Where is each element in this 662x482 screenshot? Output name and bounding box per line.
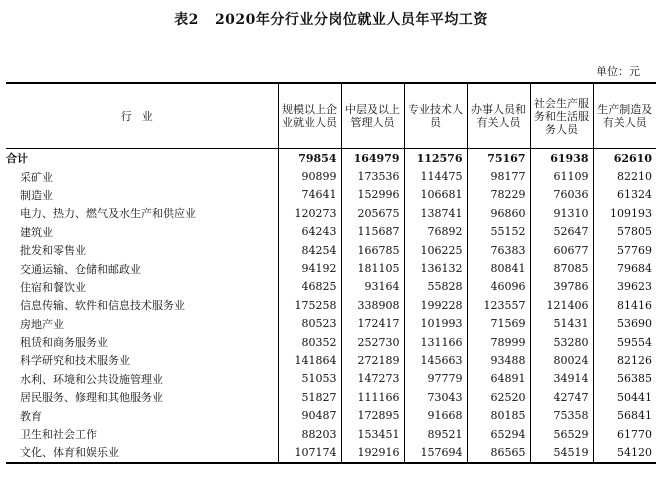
wage-cell: 121406	[530, 296, 593, 314]
wage-cell: 75167	[467, 149, 530, 168]
wage-cell: 59554	[593, 333, 656, 351]
table-row	[6, 241, 656, 259]
wage-cell: 61770	[593, 425, 656, 443]
industry-name: 房地产业	[20, 317, 64, 331]
header-all-employees: 规模以上企业就业人员	[278, 83, 341, 149]
industry-name: 科学研究和技术服务业	[20, 354, 130, 368]
wage-cell: 107174	[278, 443, 341, 462]
wage-cell: 94192	[278, 259, 341, 277]
wage-cell: 54519	[530, 443, 593, 462]
industry-name: 卫生和社会工作	[20, 428, 97, 442]
table-row	[6, 296, 656, 314]
wage-cell: 76036	[530, 186, 593, 204]
table-row	[6, 315, 656, 333]
wage-cell: 106225	[404, 241, 467, 259]
wage-cell: 39786	[530, 278, 593, 296]
wage-cell: 111166	[341, 388, 404, 406]
wage-cell: 192916	[341, 443, 404, 462]
wage-cell: 51827	[278, 388, 341, 406]
table-row	[6, 278, 656, 296]
wage-cell: 55152	[467, 223, 530, 241]
wage-cell: 84254	[278, 241, 341, 259]
wage-cell: 91310	[530, 204, 593, 222]
industry-name: 交通运输、仓储和邮政业	[20, 262, 141, 276]
wage-cell: 82210	[593, 167, 656, 185]
wage-cell: 78999	[467, 333, 530, 351]
wage-cell: 145663	[404, 351, 467, 369]
wage-cell: 80024	[530, 351, 593, 369]
wage-cell: 54120	[593, 443, 656, 462]
wage-cell: 93164	[341, 278, 404, 296]
wage-cell: 157694	[404, 443, 467, 462]
wage-cell: 114475	[404, 167, 467, 185]
wage-cell: 42747	[530, 388, 593, 406]
wage-cell: 98177	[467, 167, 530, 185]
wage-cell: 205675	[341, 204, 404, 222]
wage-cell: 64243	[278, 223, 341, 241]
header-managers: 中层及以上管理人员	[341, 83, 404, 149]
wage-cell: 152996	[341, 186, 404, 204]
wage-cell: 78229	[467, 186, 530, 204]
wage-cell: 51431	[530, 315, 593, 333]
industry-name: 电力、热力、燃气及水生产和供应业	[20, 207, 196, 221]
wage-cell: 147273	[341, 370, 404, 388]
header-industry: 行业	[120, 109, 163, 123]
wage-cell: 90487	[278, 406, 341, 424]
wage-cell: 46096	[467, 278, 530, 296]
wage-cell: 56841	[593, 406, 656, 424]
wage-cell: 57769	[593, 241, 656, 259]
total-row	[6, 149, 656, 168]
wage-cell: 115687	[341, 223, 404, 241]
industry-name: 居民服务、修理和其他服务业	[20, 391, 163, 405]
wage-cell: 80523	[278, 315, 341, 333]
industry-name: 合计	[6, 152, 28, 166]
unit-label: 单位：元	[596, 65, 640, 78]
wage-cell: 34914	[530, 370, 593, 388]
industry-name: 文化、体育和娱乐业	[20, 446, 119, 460]
wage-cell: 57805	[593, 223, 656, 241]
wage-cell: 173536	[341, 167, 404, 185]
wage-cell: 90899	[278, 167, 341, 185]
table-row	[6, 388, 656, 406]
table-row	[6, 425, 656, 443]
industry-name: 建筑业	[20, 225, 53, 239]
wage-cell: 172895	[341, 406, 404, 424]
wage-cell: 86565	[467, 443, 530, 462]
industry-name: 制造业	[20, 188, 53, 202]
industry-name: 批发和零售业	[20, 244, 86, 258]
wage-cell: 87085	[530, 259, 593, 277]
wage-cell: 62610	[593, 149, 656, 168]
header-clerks: 办事人员和有关人员	[467, 83, 530, 149]
wage-cell: 61324	[593, 186, 656, 204]
table-row	[6, 204, 656, 222]
industry-name: 信息传输、软件和信息技术服务业	[20, 299, 185, 313]
wage-cell: 80185	[467, 406, 530, 424]
wage-cell: 80841	[467, 259, 530, 277]
wage-cell: 53690	[593, 315, 656, 333]
wage-cell: 61938	[530, 149, 593, 168]
wage-cell: 62520	[467, 388, 530, 406]
wage-cell: 136132	[404, 259, 467, 277]
wage-cell: 76892	[404, 223, 467, 241]
table-row	[6, 333, 656, 351]
wage-cell: 79684	[593, 259, 656, 277]
wage-cell: 112576	[404, 149, 467, 168]
wage-cell: 153451	[341, 425, 404, 443]
wage-cell: 46825	[278, 278, 341, 296]
wage-cell: 53280	[530, 333, 593, 351]
wage-table	[6, 82, 656, 464]
table-row	[6, 443, 656, 462]
wage-cell: 65294	[467, 425, 530, 443]
wage-cell: 272189	[341, 351, 404, 369]
wage-cell: 52647	[530, 223, 593, 241]
wage-cell: 172417	[341, 315, 404, 333]
wage-cell: 97779	[404, 370, 467, 388]
wage-cell: 123557	[467, 296, 530, 314]
wage-cell: 164979	[341, 149, 404, 168]
table-row	[6, 351, 656, 369]
wage-cell: 80352	[278, 333, 341, 351]
wage-cell: 138741	[404, 204, 467, 222]
header-professionals: 专业技术人员	[404, 83, 467, 149]
wage-cell: 109193	[593, 204, 656, 222]
table-row	[6, 259, 656, 277]
wage-cell: 39623	[593, 278, 656, 296]
table-row	[6, 406, 656, 424]
industry-name: 教育	[20, 409, 42, 423]
industry-name: 住宿和餐饮业	[20, 280, 86, 294]
wage-cell: 93488	[467, 351, 530, 369]
wage-cell: 81416	[593, 296, 656, 314]
wage-cell: 338908	[341, 296, 404, 314]
header-row	[6, 83, 656, 149]
wage-cell: 131166	[404, 333, 467, 351]
wage-cell: 74641	[278, 186, 341, 204]
wage-cell: 75358	[530, 406, 593, 424]
table-row	[6, 370, 656, 388]
wage-cell: 51053	[278, 370, 341, 388]
wage-cell: 79854	[278, 149, 341, 168]
wage-cell: 89521	[404, 425, 467, 443]
table-row	[6, 167, 656, 185]
wage-cell: 82126	[593, 351, 656, 369]
wage-cell: 88203	[278, 425, 341, 443]
header-service-workers: 社会生产服务和生活服务人员	[530, 83, 593, 149]
wage-cell: 55828	[404, 278, 467, 296]
wage-cell: 199228	[404, 296, 467, 314]
header-production-workers: 生产制造及有关人员	[593, 83, 656, 149]
wage-cell: 166785	[341, 241, 404, 259]
table-title: 表2 2020年分行业分岗位就业人员年平均工资	[174, 12, 488, 28]
industry-name: 采矿业	[20, 170, 53, 184]
table-row	[6, 186, 656, 204]
wage-cell: 175258	[278, 296, 341, 314]
wage-cell: 96860	[467, 204, 530, 222]
wage-cell: 61109	[530, 167, 593, 185]
wage-cell: 252730	[341, 333, 404, 351]
wage-cell: 141864	[278, 351, 341, 369]
wage-cell: 76383	[467, 241, 530, 259]
industry-name: 水利、环境和公共设施管理业	[20, 372, 163, 386]
wage-cell: 60677	[530, 241, 593, 259]
wage-cell: 71569	[467, 315, 530, 333]
wage-cell: 120273	[278, 204, 341, 222]
industry-name: 租赁和商务服务业	[20, 336, 108, 350]
wage-cell: 56385	[593, 370, 656, 388]
wage-cell: 64891	[467, 370, 530, 388]
wage-cell: 50441	[593, 388, 656, 406]
wage-cell: 106681	[404, 186, 467, 204]
wage-cell: 101993	[404, 315, 467, 333]
wage-cell: 181105	[341, 259, 404, 277]
table-row	[6, 223, 656, 241]
wage-cell: 73043	[404, 388, 467, 406]
wage-cell: 91668	[404, 406, 467, 424]
wage-cell: 56529	[530, 425, 593, 443]
